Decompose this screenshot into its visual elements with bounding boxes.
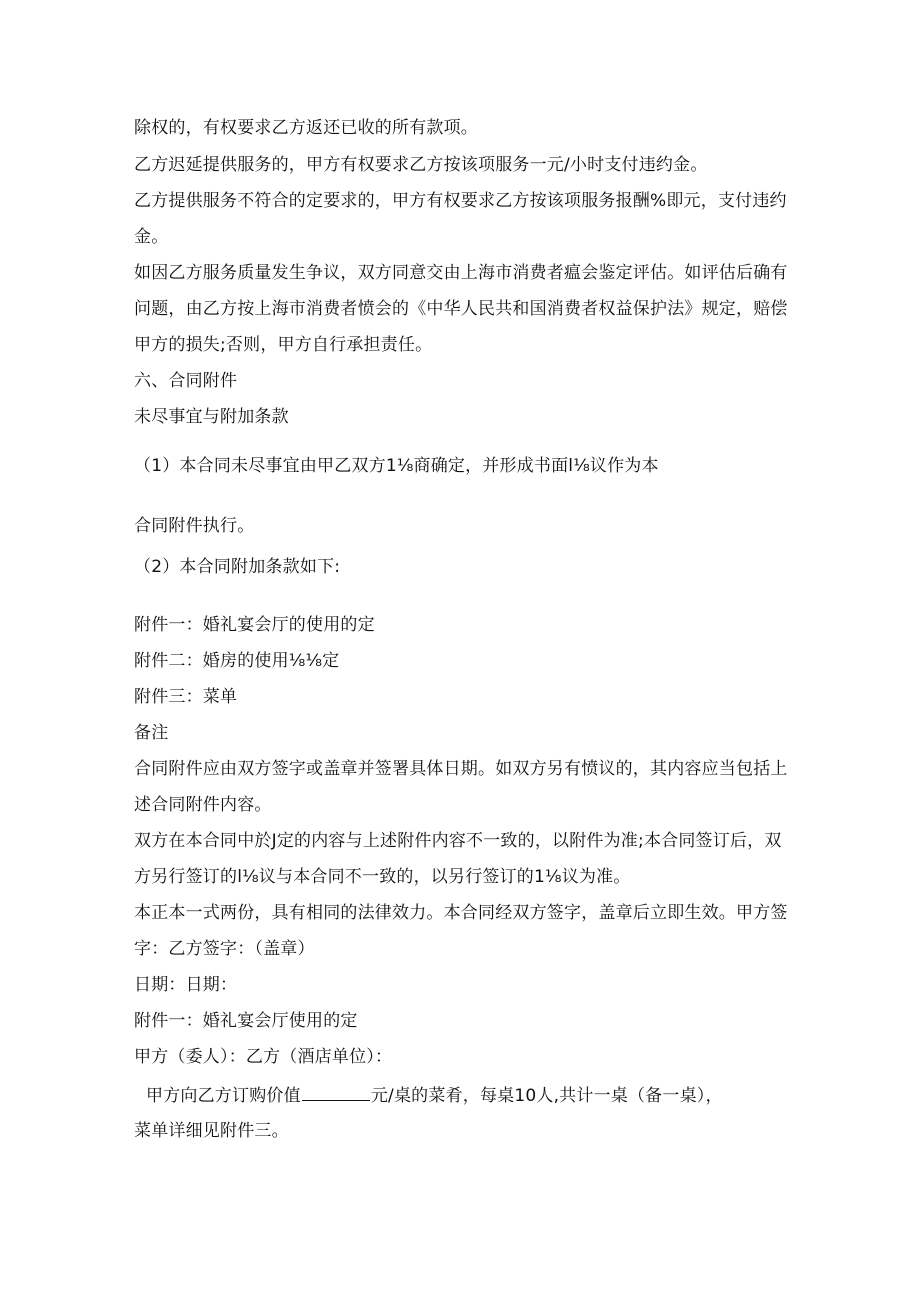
paragraph-line: 合同附件应由双方签字或盖章并签署具体日期。如双方另有愤议的，其内容应当包括上	[134, 759, 788, 779]
paragraph-line: 金。	[134, 227, 169, 247]
signature-line: 字：乙方签字：（盖章）	[134, 939, 315, 959]
order-text-before: 甲方向乙方订购价值	[146, 1086, 301, 1106]
remarks-heading: 备注	[134, 723, 169, 743]
clause-line: （1）本合同未尽事宜由甲乙双方1⅛商确定，并形成书面l⅛议作为本	[134, 456, 659, 476]
paragraph-line: 甲方的损失;否则，甲方自行承担责任。	[134, 335, 433, 355]
paragraph-line: 菜单详细见附件三。	[134, 1121, 289, 1141]
paragraph-line: 除权的，有权要求乙方返还已收的所有款项。	[134, 118, 478, 138]
paragraph-line: 本正本一式两份，具有相同的法律效力。本合同经双方签字，盖章后立即生效。甲方签	[134, 903, 788, 923]
paragraph-line: 问题，由乙方按上海市消费者愤会的《中华人民共和国消费者权益保护法》规定，赔偿	[134, 299, 788, 319]
paragraph-line: 述合同附件内容。	[134, 795, 272, 815]
clause-line: （2）本合同附加条款如下:	[134, 557, 341, 577]
paragraph-line: 乙方迟延提供服务的，甲方有权要求乙方按该项服务一元/小时支付违约金。	[134, 155, 708, 175]
attachment-item: 附件三：菜单	[134, 687, 238, 707]
order-text-after: 元/桌的菜肴，每桌10人,共计一桌（备一桌），	[370, 1086, 723, 1106]
subsection-heading: 未尽事宜与附加条款	[134, 407, 289, 427]
price-blank	[302, 1083, 370, 1101]
attachment-title: 附件一：婚礼宴会厅使用的定	[134, 1011, 358, 1031]
date-line: 日期：日期：	[134, 975, 238, 995]
parties-line: 甲方（委人）：乙方（酒店单位）：	[134, 1047, 393, 1067]
attachment-item: 附件二：婚房的使用⅛⅛定	[134, 651, 340, 671]
paragraph-line: 如因乙方服务质量发生争议，双方同意交由上海市消费者瘟会鉴定评估。如评估后确有	[134, 263, 788, 283]
clause-line: 合同附件执行。	[134, 516, 255, 536]
attachment-item: 附件一：婚礼宴会厅的使用的定	[134, 615, 375, 635]
order-line	[146, 1083, 806, 1108]
paragraph-line: 乙方提供服务不符合的定要求的，甲方有权要求乙方按该项服务报酬%即元，支付违约	[134, 191, 787, 211]
paragraph-line: 双方在本合同中於J定的内容与上述附件内容不一致的，以附件为准;本合同签订后，双	[134, 831, 782, 851]
section-heading: 六、合同附件	[134, 371, 238, 391]
paragraph-line: 方另行签订的l⅛议与本合同不一致的，以另行签订的1⅛议为准。	[134, 867, 631, 887]
